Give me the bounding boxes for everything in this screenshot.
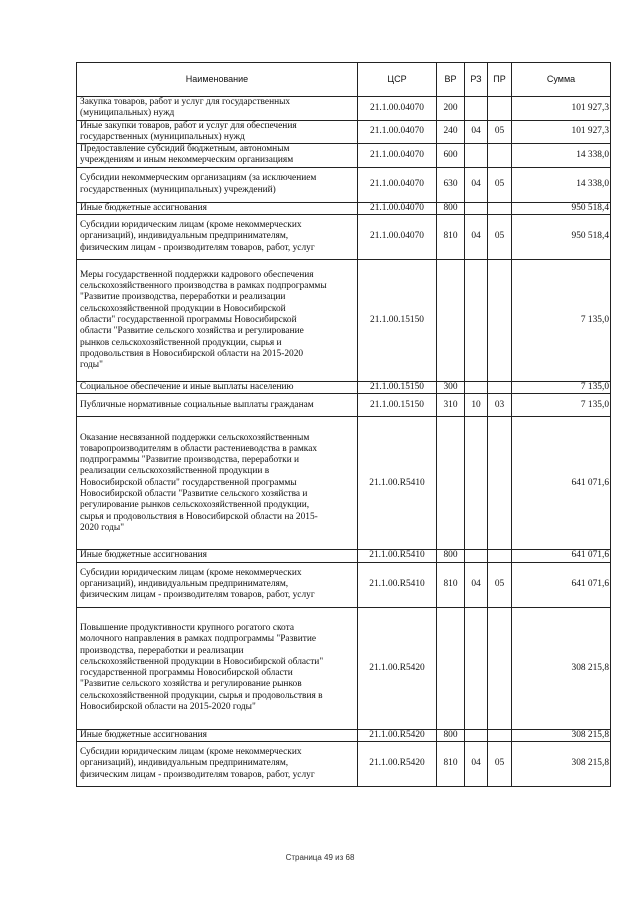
cell-csr: 21.1.00.R5420 <box>358 741 437 786</box>
cell-pr <box>488 382 512 394</box>
cell-name: Субсидии юридическим лицам (кроме некоммерческих организаций), индивидуальным предпринимателям, физическим лицам - производителям товаров, работ, услуг <box>77 741 358 786</box>
cell-csr: 21.1.00.R5410 <box>358 562 437 607</box>
table-row <box>77 202 611 214</box>
cell-pr <box>488 417 512 550</box>
cell-vr: 810 <box>437 562 465 607</box>
cell-csr: 21.1.00.15150 <box>358 394 437 417</box>
cell-vr <box>437 417 465 550</box>
cell-vr: 800 <box>437 550 465 562</box>
cell-rz: 04 <box>465 215 488 260</box>
cell-name: Меры государственной поддержки кадрового обеспечения сельскохозяйственного производства в рамках подпрограммы "Развитие производства, переработки и реализации сельскохозяйственной продукции в Новосибирской области" государственной программы Новосибирской области "Развитие сельского хозяйства и регулирование рынков сельскохозяйственной продукции, сырья и продовольствия в Новосибирской области на 2015-2020 годы" <box>77 260 358 382</box>
cell-name: Иные бюджетные ассигнования <box>77 729 358 741</box>
table-row <box>77 741 611 786</box>
cell-rz <box>465 144 488 168</box>
table-row <box>77 97 611 121</box>
cell-vr: 200 <box>437 97 465 121</box>
cell-rz <box>465 607 488 729</box>
cell-name: Публичные нормативные социальные выплаты гражданам <box>77 394 358 417</box>
cell-sum: 101 927,3 <box>512 120 611 144</box>
cell-rz <box>465 97 488 121</box>
cell-pr: 05 <box>488 215 512 260</box>
table-row <box>77 550 611 562</box>
cell-sum: 641 071,6 <box>512 550 611 562</box>
cell-rz <box>465 202 488 214</box>
table-row <box>77 260 611 382</box>
cell-name: Закупка товаров, работ и услуг для государственных (муниципальных) нужд <box>77 97 358 121</box>
cell-rz <box>465 260 488 382</box>
cell-name: Предоставление субсидий бюджетным, автономным учреждениям и иным некоммерческим организациям <box>77 144 358 168</box>
cell-sum: 14 338,0 <box>512 167 611 202</box>
cell-csr: 21.1.00.15150 <box>358 260 437 382</box>
cell-sum: 7 135,0 <box>512 394 611 417</box>
cell-sum: 308 215,8 <box>512 729 611 741</box>
table-row <box>77 562 611 607</box>
cell-sum: 101 927,3 <box>512 97 611 121</box>
cell-sum: 950 518,4 <box>512 215 611 260</box>
cell-name: Субсидии юридическим лицам (кроме некоммерческих организаций), индивидуальным предпринимателям, физическим лицам - производителям товаров, работ, услуг <box>77 215 358 260</box>
cell-pr: 05 <box>488 741 512 786</box>
header-csr: ЦСР <box>358 63 437 97</box>
cell-pr <box>488 144 512 168</box>
cell-pr: 05 <box>488 120 512 144</box>
cell-csr: 21.1.00.15150 <box>358 382 437 394</box>
cell-name: Иные бюджетные ассигнования <box>77 550 358 562</box>
header-row <box>77 63 611 97</box>
cell-sum: 7 135,0 <box>512 382 611 394</box>
cell-sum: 950 518,4 <box>512 202 611 214</box>
cell-pr <box>488 202 512 214</box>
cell-vr: 600 <box>437 144 465 168</box>
cell-pr <box>488 607 512 729</box>
cell-rz <box>465 417 488 550</box>
cell-sum: 641 071,6 <box>512 562 611 607</box>
budget-table <box>76 62 611 787</box>
table-row <box>77 394 611 417</box>
cell-csr: 21.1.00.R5420 <box>358 729 437 741</box>
cell-pr: 03 <box>488 394 512 417</box>
cell-pr <box>488 729 512 741</box>
cell-pr: 05 <box>488 562 512 607</box>
cell-vr: 810 <box>437 215 465 260</box>
table-row <box>77 417 611 550</box>
table-row <box>77 167 611 202</box>
cell-pr <box>488 550 512 562</box>
cell-vr: 300 <box>437 382 465 394</box>
cell-name: Иные закупки товаров, работ и услуг для обеспечения государственных (муниципальных) нужд <box>77 120 358 144</box>
cell-vr: 240 <box>437 120 465 144</box>
cell-csr: 21.1.00.R5420 <box>358 607 437 729</box>
cell-rz: 04 <box>465 167 488 202</box>
cell-pr <box>488 260 512 382</box>
cell-csr: 21.1.00.04070 <box>358 215 437 260</box>
table-row <box>77 382 611 394</box>
cell-rz: 04 <box>465 562 488 607</box>
cell-sum: 7 135,0 <box>512 260 611 382</box>
cell-name: Субсидии юридическим лицам (кроме некоммерческих организаций), индивидуальным предпринимателям, физическим лицам - производителям товаров, работ, услуг <box>77 562 358 607</box>
page-number: Страница 49 из 68 <box>285 853 355 862</box>
cell-csr: 21.1.00.04070 <box>358 167 437 202</box>
cell-csr: 21.1.00.04070 <box>358 144 437 168</box>
cell-sum: 14 338,0 <box>512 144 611 168</box>
cell-vr: 800 <box>437 729 465 741</box>
cell-sum: 308 215,8 <box>512 741 611 786</box>
cell-name: Социальное обеспечение и иные выплаты населению <box>77 382 358 394</box>
cell-name: Субсидии некоммерческим организациям (за исключением государственных (муниципальных) учреждений) <box>77 167 358 202</box>
cell-csr: 21.1.00.04070 <box>358 97 437 121</box>
cell-name: Повышение продуктивности крупного рогатого скота молочного направления в рамках подпрограммы "Развитие производства, переработки и реализации сельскохозяйственной продукции в Новосибирской области" государственной программы Новосибирской области "Развитие сельского хозяйства и регулирование рынков сельскохозяйственной продукции, сырья и продовольствия в Новосибирской области на 2015-2020 годы" <box>77 607 358 729</box>
cell-vr: 630 <box>437 167 465 202</box>
cell-csr: 21.1.00.04070 <box>358 202 437 214</box>
header-name: Наименование <box>77 63 358 97</box>
header-rz: РЗ <box>465 63 488 97</box>
cell-vr: 810 <box>437 741 465 786</box>
header-vr: ВР <box>437 63 465 97</box>
cell-rz: 10 <box>465 394 488 417</box>
cell-csr: 21.1.00.R5410 <box>358 550 437 562</box>
cell-rz: 04 <box>465 120 488 144</box>
table-row <box>77 215 611 260</box>
table-row <box>77 607 611 729</box>
cell-rz: 04 <box>465 741 488 786</box>
cell-csr: 21.1.00.R5410 <box>358 417 437 550</box>
header-sum: Сумма <box>512 63 611 97</box>
cell-vr <box>437 260 465 382</box>
cell-vr: 310 <box>437 394 465 417</box>
header-pr: ПР <box>488 63 512 97</box>
table-row <box>77 120 611 144</box>
cell-vr: 800 <box>437 202 465 214</box>
cell-rz <box>465 550 488 562</box>
cell-rz <box>465 729 488 741</box>
cell-vr <box>437 607 465 729</box>
cell-sum: 641 071,6 <box>512 417 611 550</box>
cell-csr: 21.1.00.04070 <box>358 120 437 144</box>
table-body <box>77 97 611 787</box>
cell-pr: 05 <box>488 167 512 202</box>
table-row <box>77 144 611 168</box>
cell-name: Иные бюджетные ассигнования <box>77 202 358 214</box>
cell-pr <box>488 97 512 121</box>
cell-rz <box>465 382 488 394</box>
table-row <box>77 729 611 741</box>
cell-name: Оказание несвязанной поддержки сельскохозяйственным товаропроизводителям в области растениеводства в рамках подпрограммы "Развитие производства, переработки и реализации сельскохозяйственной продукции в Новосибирской области" государственной программы Новосибирской области "Развитие сельского хозяйства и регулирование рынков сельскохозяйственной продукции, сырья и продовольствия в Новосибирской области на 2015- 2020 годы" <box>77 417 358 550</box>
cell-sum: 308 215,8 <box>512 607 611 729</box>
